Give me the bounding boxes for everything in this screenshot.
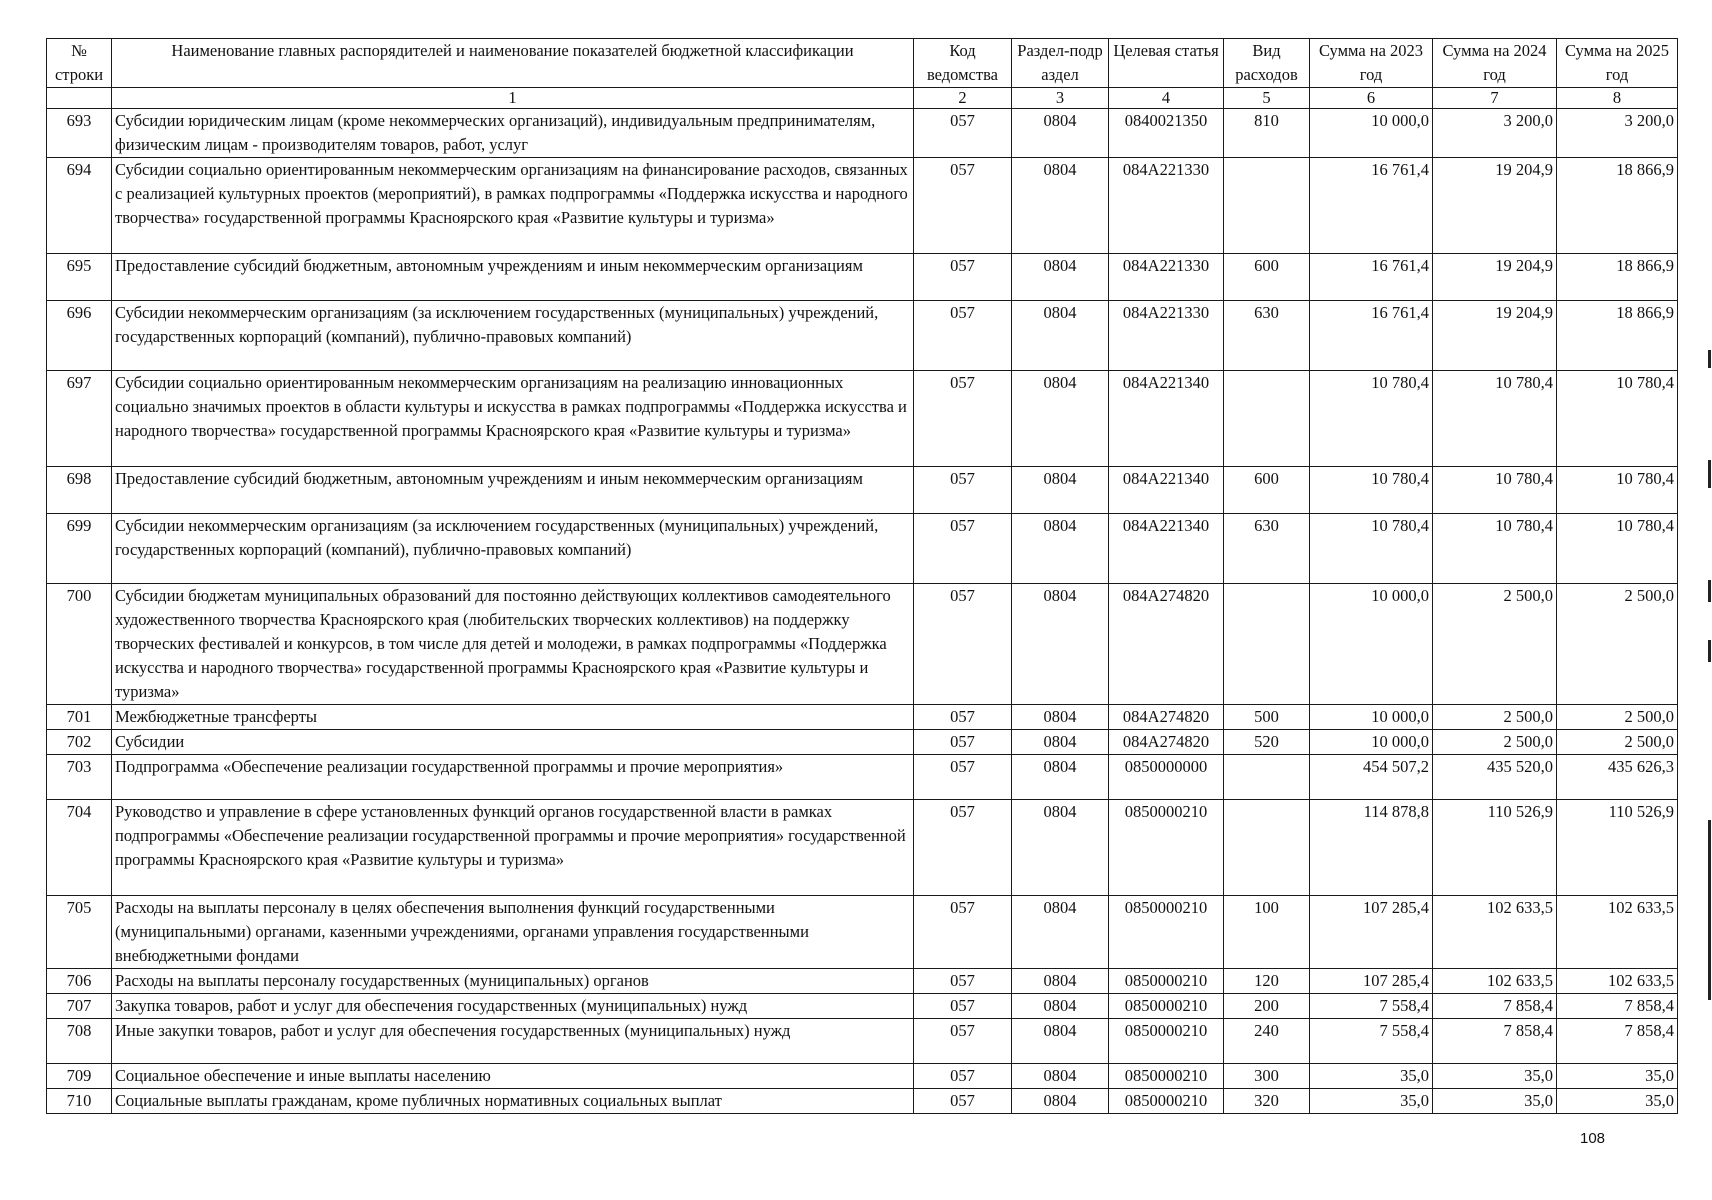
table-body [47,39,1678,1114]
row-number: 706 [47,969,112,994]
row-section: 0804 [1012,584,1109,705]
row-target: 084А274820 [1109,705,1224,730]
row-target: 084А274820 [1109,584,1224,705]
row-expense-type: 810 [1224,109,1310,158]
table-row [47,969,1678,994]
row-expense-type: 630 [1224,301,1310,371]
row-expense-type: 320 [1224,1089,1310,1114]
row-sum-2024: 10 780,4 [1433,514,1557,584]
row-section: 0804 [1012,994,1109,1019]
table-row [47,705,1678,730]
row-sum-2024: 102 633,5 [1433,896,1557,969]
row-dept-code: 057 [914,371,1012,467]
table-row [47,1064,1678,1089]
header-row [47,39,1678,88]
row-sum-2025: 10 780,4 [1557,514,1678,584]
row-dept-code: 057 [914,969,1012,994]
row-dept-code: 057 [914,584,1012,705]
row-dept-code: 057 [914,755,1012,800]
row-section: 0804 [1012,371,1109,467]
row-name: Межбюджетные трансферты [112,705,914,730]
row-sum-2023: 7 558,4 [1310,994,1433,1019]
row-sum-2023: 16 761,4 [1310,254,1433,301]
row-number: 700 [47,584,112,705]
row-target: 0850000210 [1109,994,1224,1019]
row-target: 084А221330 [1109,301,1224,371]
row-name: Социальные выплаты гражданам, кроме публичных нормативных социальных выплат [112,1089,914,1114]
row-section: 0804 [1012,1019,1109,1064]
row-name: Закупка товаров, работ и услуг для обеспечения государственных (муниципальных) нужд [112,994,914,1019]
row-number: 704 [47,800,112,896]
row-section: 0804 [1012,514,1109,584]
row-dept-code: 057 [914,467,1012,514]
table-row [47,1019,1678,1064]
row-name: Субсидии некоммерческим организациям (за исключением государственных (муниципальных) учреждений, государственных корпораций (компаний), публично-правовых компаний) [112,301,914,371]
column-number: 6 [1310,88,1433,109]
row-target: 084А221330 [1109,254,1224,301]
row-sum-2025: 3 200,0 [1557,109,1678,158]
row-expense-type: 300 [1224,1064,1310,1089]
scan-edge-mark [1708,580,1711,602]
row-sum-2023: 7 558,4 [1310,1019,1433,1064]
row-name: Субсидии юридическим лицам (кроме некоммерческих организаций), индивидуальным предпринимателям, физическим лицам - производителям товаров, работ, услуг [112,109,914,158]
table-row [47,994,1678,1019]
row-target: 084А274820 [1109,730,1224,755]
row-expense-type: 630 [1224,514,1310,584]
budget-sheet [46,38,1678,1114]
row-number: 699 [47,514,112,584]
row-dept-code: 057 [914,1089,1012,1114]
table-row [47,371,1678,467]
row-number: 701 [47,705,112,730]
row-number: 710 [47,1089,112,1114]
scan-edge-mark [1708,640,1711,662]
row-sum-2025: 18 866,9 [1557,254,1678,301]
row-sum-2025: 102 633,5 [1557,896,1678,969]
header-expense-type: Вид расходов [1224,39,1310,88]
row-expense-type: 240 [1224,1019,1310,1064]
row-section: 0804 [1012,254,1109,301]
row-target: 0850000210 [1109,800,1224,896]
row-sum-2024: 10 780,4 [1433,467,1557,514]
row-target: 0850000210 [1109,1019,1224,1064]
table-row [47,254,1678,301]
table-row [47,301,1678,371]
row-name: Субсидии социально ориентированным некоммерческим организациям на финансирование расходов, связанных с реализацией культурных проектов (мероприятий), в рамках подпрограммы «Поддержка искусства и народного творчества» государственной программы Красноярского края «Развитие культуры и туризма» [112,158,914,254]
row-target: 084А221340 [1109,371,1224,467]
row-target: 0850000210 [1109,896,1224,969]
row-sum-2024: 19 204,9 [1433,158,1557,254]
header-sum-2024: Сумма на 2024 год [1433,39,1557,88]
row-dept-code: 057 [914,514,1012,584]
row-sum-2023: 114 878,8 [1310,800,1433,896]
row-name: Предоставление субсидий бюджетным, автономным учреждениям и иным некоммерческим организациям [112,254,914,301]
row-expense-type [1224,800,1310,896]
row-sum-2025: 2 500,0 [1557,705,1678,730]
row-sum-2023: 16 761,4 [1310,301,1433,371]
row-sum-2023: 10 780,4 [1310,514,1433,584]
row-sum-2024: 19 204,9 [1433,254,1557,301]
row-section: 0804 [1012,301,1109,371]
row-sum-2023: 10 000,0 [1310,584,1433,705]
row-sum-2024: 3 200,0 [1433,109,1557,158]
row-target: 0850000210 [1109,1064,1224,1089]
row-target: 084А221330 [1109,158,1224,254]
row-number: 705 [47,896,112,969]
column-number: 4 [1109,88,1224,109]
header-sum-2025: Сумма на 2025 год [1557,39,1678,88]
row-number: 707 [47,994,112,1019]
row-sum-2023: 107 285,4 [1310,896,1433,969]
row-section: 0804 [1012,969,1109,994]
row-name: Социальное обеспечение и иные выплаты населению [112,1064,914,1089]
row-section: 0804 [1012,109,1109,158]
row-section: 0804 [1012,730,1109,755]
row-name: Руководство и управление в сфере установленных функций органов государственной власти в рамках подпрограммы «Обеспечение реализации государственной программы и прочие мероприятия» государственной программы Красноярского края «Развитие культуры и туризма» [112,800,914,896]
row-expense-type: 520 [1224,730,1310,755]
row-sum-2024: 2 500,0 [1433,584,1557,705]
row-sum-2025: 18 866,9 [1557,301,1678,371]
row-sum-2025: 35,0 [1557,1089,1678,1114]
row-number: 697 [47,371,112,467]
page-number: 108 [1580,1130,1606,1147]
row-section: 0804 [1012,705,1109,730]
row-name: Иные закупки товаров, работ и услуг для обеспечения государственных (муниципальных) нужд [112,1019,914,1064]
row-section: 0804 [1012,158,1109,254]
row-section: 0804 [1012,467,1109,514]
row-sum-2025: 7 858,4 [1557,1019,1678,1064]
row-expense-type [1224,755,1310,800]
row-expense-type [1224,584,1310,705]
scan-edge-mark [1708,460,1711,488]
row-sum-2025: 2 500,0 [1557,730,1678,755]
row-sum-2023: 16 761,4 [1310,158,1433,254]
row-number: 709 [47,1064,112,1089]
row-name: Предоставление субсидий бюджетным, автономным учреждениям и иным некоммерческим организациям [112,467,914,514]
table-row [47,896,1678,969]
table-row [47,1089,1678,1114]
row-section: 0804 [1012,1089,1109,1114]
row-name: Расходы на выплаты персоналу в целях обеспечения выполнения функций государственными (муниципальными) органами, казенными учреждениями, органами управления государственными внебюджетными фондами [112,896,914,969]
row-sum-2025: 35,0 [1557,1064,1678,1089]
row-sum-2025: 10 780,4 [1557,467,1678,514]
row-sum-2025: 435 626,3 [1557,755,1678,800]
row-sum-2025: 102 633,5 [1557,969,1678,994]
row-number: 703 [47,755,112,800]
column-number: 1 [112,88,914,109]
row-name: Подпрограмма «Обеспечение реализации государственной программы и прочие мероприятия» [112,755,914,800]
row-sum-2024: 435 520,0 [1433,755,1557,800]
row-sum-2025: 18 866,9 [1557,158,1678,254]
row-sum-2023: 10 000,0 [1310,705,1433,730]
row-section: 0804 [1012,1064,1109,1089]
row-sum-2024: 110 526,9 [1433,800,1557,896]
row-sum-2023: 10 780,4 [1310,467,1433,514]
scan-edge-mark [1708,350,1711,368]
column-number [47,88,112,109]
header-name: Наименование главных распорядителей и наименование показателей бюджетной классификации [112,39,914,88]
row-target: 0850000000 [1109,755,1224,800]
row-sum-2024: 2 500,0 [1433,705,1557,730]
table-row [47,730,1678,755]
row-number: 702 [47,730,112,755]
row-target: 0850000210 [1109,1089,1224,1114]
column-number: 2 [914,88,1012,109]
row-expense-type: 200 [1224,994,1310,1019]
row-dept-code: 057 [914,1064,1012,1089]
row-expense-type: 600 [1224,467,1310,514]
row-section: 0804 [1012,800,1109,896]
row-name: Субсидии некоммерческим организациям (за исключением государственных (муниципальных) учреждений, государственных корпораций (компаний), публично-правовых компаний) [112,514,914,584]
budget-table [46,38,1678,1114]
table-row [47,514,1678,584]
row-dept-code: 057 [914,1019,1012,1064]
row-expense-type: 500 [1224,705,1310,730]
row-expense-type [1224,371,1310,467]
row-sum-2023: 10 780,4 [1310,371,1433,467]
column-number-row [47,88,1678,109]
table-row [47,467,1678,514]
row-dept-code: 057 [914,730,1012,755]
row-dept-code: 057 [914,254,1012,301]
row-dept-code: 057 [914,301,1012,371]
column-number: 3 [1012,88,1109,109]
row-sum-2024: 102 633,5 [1433,969,1557,994]
header-target: Целевая статья [1109,39,1224,88]
table-row [47,584,1678,705]
row-number: 698 [47,467,112,514]
row-name: Расходы на выплаты персоналу государственных (муниципальных) органов [112,969,914,994]
row-sum-2023: 10 000,0 [1310,730,1433,755]
header-sum-2023: Сумма на 2023 год [1310,39,1433,88]
row-sum-2025: 2 500,0 [1557,584,1678,705]
row-number: 695 [47,254,112,301]
row-expense-type [1224,158,1310,254]
row-sum-2023: 107 285,4 [1310,969,1433,994]
header-dept-code: Код ведомства [914,39,1012,88]
row-sum-2023: 35,0 [1310,1089,1433,1114]
column-number: 7 [1433,88,1557,109]
row-target: 084А221340 [1109,514,1224,584]
row-sum-2025: 110 526,9 [1557,800,1678,896]
row-target: 0850000210 [1109,969,1224,994]
column-number: 8 [1557,88,1678,109]
row-dept-code: 057 [914,994,1012,1019]
row-expense-type: 120 [1224,969,1310,994]
table-row [47,800,1678,896]
row-name: Субсидии социально ориентированным некоммерческим организациям на реализацию инновационных социально значимых проектов в области культуры и искусства в рамках подпрограммы «Поддержка искусства и народного творчества» государственной программы Красноярского края «Развитие культуры и туризма» [112,371,914,467]
row-sum-2025: 10 780,4 [1557,371,1678,467]
row-dept-code: 057 [914,896,1012,969]
row-sum-2023: 10 000,0 [1310,109,1433,158]
scan-edge-mark [1708,820,1711,1000]
row-sum-2024: 7 858,4 [1433,1019,1557,1064]
row-sum-2024: 35,0 [1433,1089,1557,1114]
row-sum-2023: 454 507,2 [1310,755,1433,800]
row-target: 0840021350 [1109,109,1224,158]
row-sum-2025: 7 858,4 [1557,994,1678,1019]
row-number: 708 [47,1019,112,1064]
row-section: 0804 [1012,896,1109,969]
row-sum-2024: 2 500,0 [1433,730,1557,755]
table-row [47,109,1678,158]
row-dept-code: 057 [914,158,1012,254]
row-number: 693 [47,109,112,158]
row-name: Субсидии бюджетам муниципальных образований для постоянно действующих коллективов самодеятельного художественного творчества Красноярского края (любительских творческих коллективов) на поддержку творческих фестивалей и конкурсов, в том числе для детей и молодежи, в рамках подпрограммы «Поддержка искусства и народного творчества» государственной программы Красноярского края «Развитие культуры и туризма» [112,584,914,705]
row-dept-code: 057 [914,109,1012,158]
row-target: 084А221340 [1109,467,1224,514]
row-dept-code: 057 [914,705,1012,730]
column-number: 5 [1224,88,1310,109]
header-section: Раздел-подраздел [1012,39,1109,88]
header-row-number: № строки [47,39,112,88]
row-sum-2024: 19 204,9 [1433,301,1557,371]
table-row [47,158,1678,254]
row-sum-2024: 10 780,4 [1433,371,1557,467]
row-expense-type: 600 [1224,254,1310,301]
row-sum-2024: 35,0 [1433,1064,1557,1089]
table-row [47,755,1678,800]
row-name: Субсидии [112,730,914,755]
row-number: 696 [47,301,112,371]
row-expense-type: 100 [1224,896,1310,969]
row-dept-code: 057 [914,800,1012,896]
row-number: 694 [47,158,112,254]
row-sum-2024: 7 858,4 [1433,994,1557,1019]
row-section: 0804 [1012,755,1109,800]
row-sum-2023: 35,0 [1310,1064,1433,1089]
